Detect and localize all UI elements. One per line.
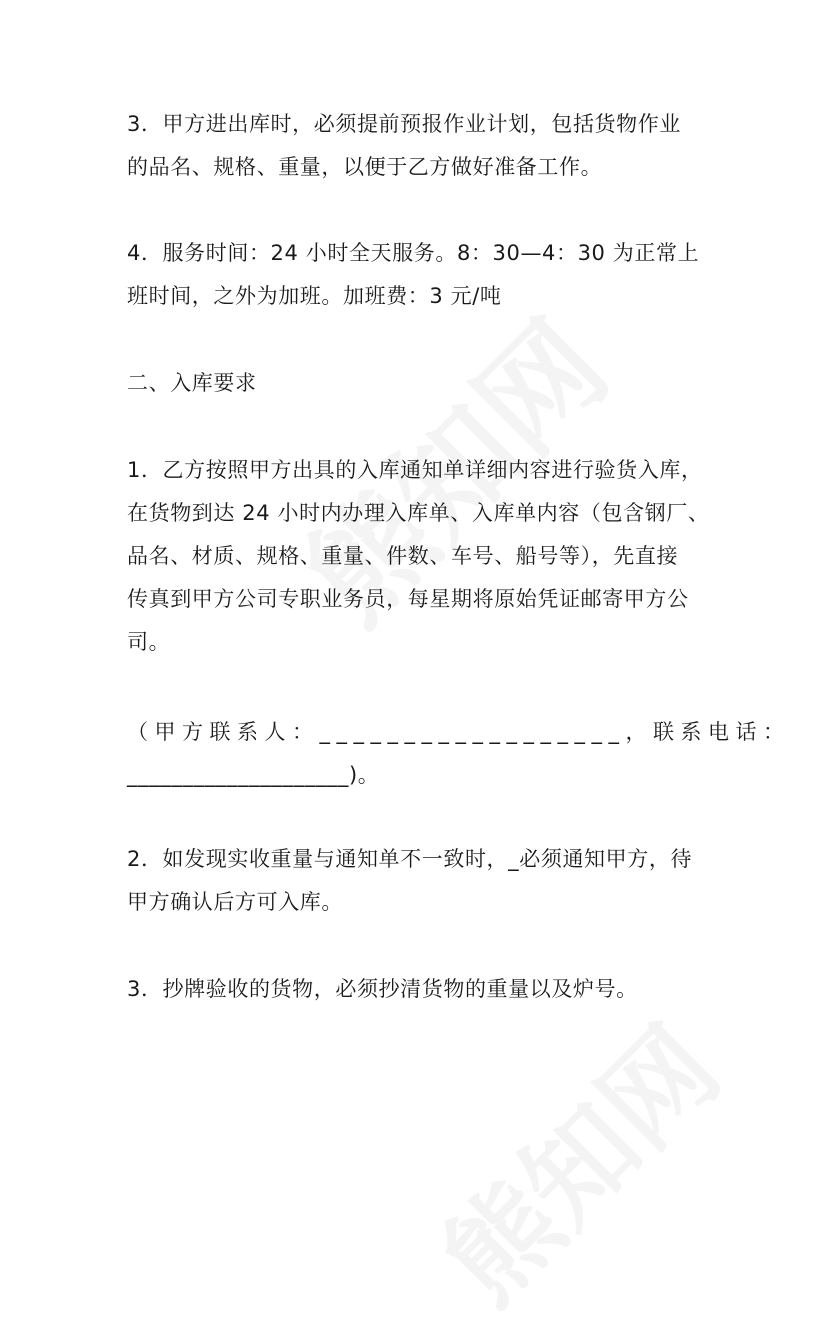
text-line: 2．如发现实收重量与通知单不一致时，_必须通知甲方，待 [127, 847, 693, 871]
text-line: （甲方联系人：__________________，联系电话： [127, 720, 791, 744]
paragraph-item-3-advance-plan [127, 103, 707, 189]
text-line: 的品名、规格、重量，以便于乙方做好准备工作。 [127, 155, 603, 179]
text-line: 司。 [127, 630, 171, 654]
text-line: 品名、材质、规格、重量、件数、车号、船号等），先直接 [127, 544, 679, 568]
paragraph-item-4-service-time [127, 232, 707, 318]
paragraph-item-1-inbound-inspection [127, 449, 710, 664]
text-line: 3．抄牌验收的货物，必须抄清货物的重量以及炉号。 [127, 977, 638, 1001]
text-line: 在货物到达 24 小时内办理入库单、入库单内容（包含钢厂、 [127, 501, 710, 525]
text-line: 3．甲方进出库时，必须提前预报作业计划，包括货物作业 [127, 112, 681, 136]
contact-info-blanks [127, 711, 791, 797]
text-line: 1．乙方按照甲方出具的入库通知单详细内容进行验货入库， [127, 458, 703, 482]
text-line: 4．服务时间：24 小时全天服务。8：30—4：30 为正常上 [127, 241, 700, 265]
text-line: 二、入库要求 [127, 371, 257, 395]
text-line: 甲方确认后方可入库。 [127, 890, 343, 914]
text-line: ____________________)。 [127, 763, 380, 787]
paragraph-item-2-weight-mismatch [127, 838, 707, 924]
paragraph-item-3-plate-check [127, 968, 707, 1011]
text-line: 传真到甲方公司专职业务员，每星期将原始凭证邮寄甲方公 [127, 587, 689, 611]
text-line: 班时间，之外为加班。加班费：3 元/吨 [127, 284, 502, 308]
section-heading-inbound-requirements [127, 362, 707, 405]
